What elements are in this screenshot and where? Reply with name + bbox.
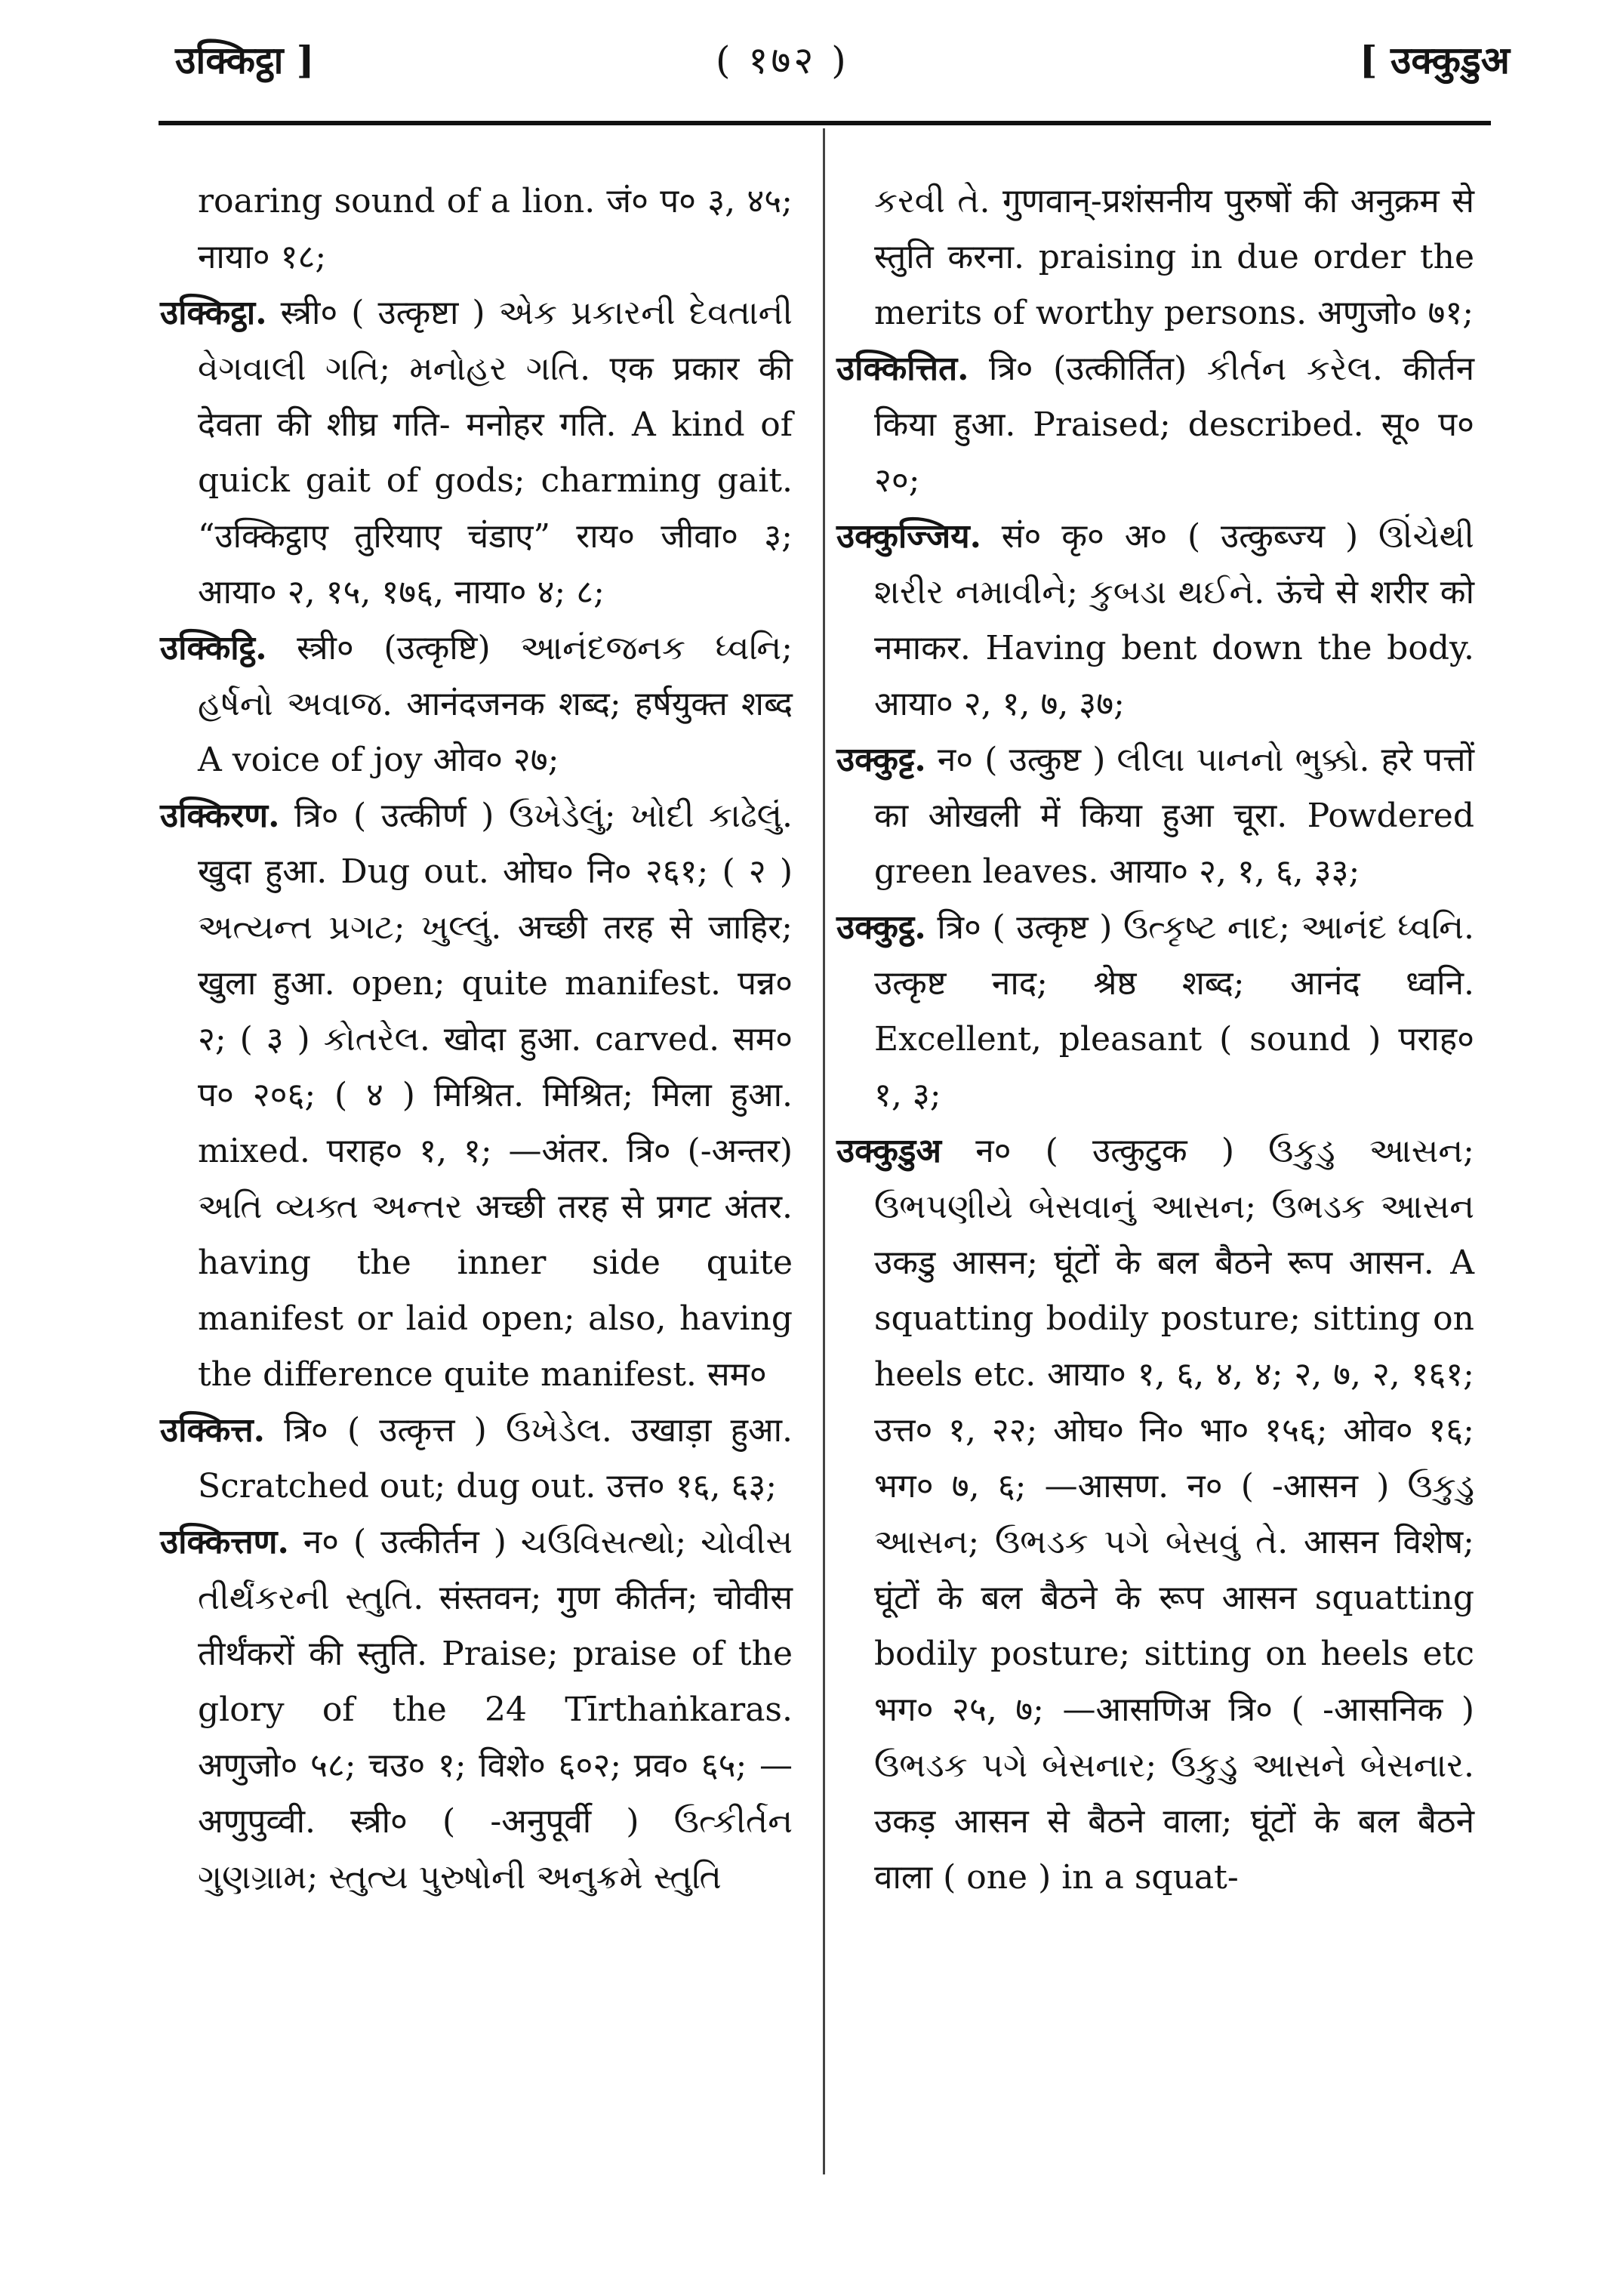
entry-definition: કરવી તે. गुणवान्-प्रशंसनीय पुरुषों की अनुक्रम से स्तुति करना. praising in due order the merits of worthy persons. अणुजो० ७१; [874,182,1474,332]
dictionary-entry [160,1403,793,1515]
entry-definition: न० ( उत्कुष्ट ) લીલા પાનનો ભુક્કો. हरे पत्तों का ओखली में किया हुआ चूरा. Powdered green leaves. आया० २, १, ६, ३३; [874,741,1474,891]
entry-continuation [836,174,1474,341]
entry-headword: उक्कुट्ठ. [836,908,926,947]
entry-definition: न० ( उत्कीर्तन ) ચઉવિસત્થો; ચોવીસ તીર્થંકરની સ્તુતિ. संस्तवन; गुण कीर्तन; चोवीस तीर्थंकरों की स्तुति. Praise; praise of the glory of the 24 Tīrthaṅkaras. अणुजो० ५८; चउ० १; विशे० ६०२; प्रव० ६५; —अणुपुव्वी. स्त्री० ( -अनुपूर्वी ) ઉત્કીર્તન ગુણગ્રામ; સ્તુત્ય પુરુષોની અનુક્રમે સ્તુતિ [198,1523,793,1897]
dictionary-entry [160,621,793,788]
entry-definition: त्रि० ( उत्कृत्त ) ઉખેડેલ. उखाड़ा हुआ. Scratched out; dug out. उत्त० १६, ६३; [198,1411,793,1505]
entry-definition: स्त्री० ( उत्कृष्टा ) એક પ્રકારની દેવતાની વેગવાલી ગતિ; મનોહર ગતિ. एक प्रकार की देवता की शीघ्र गति- मनोहर गति. A kind of quick gait of gods; charming gait. “उक्किट्ठाए तुरियाए चंडाए” राय० जीवा० ३; आया० २, १५, १७६, नाया० ४; ८; [198,294,793,612]
entry-definition: roaring sound of a lion. जं० प० ३, ४५; नाया० १८; [198,182,793,276]
column-divider [823,128,825,2174]
entry-headword: उक्कुट्ट. [836,741,926,779]
left-column [160,174,793,1906]
header-right-guideword: [ उक्कुडुअ [1359,38,1510,82]
dictionary-entry [836,732,1474,900]
entry-headword: उक्कित्त. [160,1411,266,1450]
entry-headword: उक्कित्तण. [160,1523,289,1561]
entry-headword: उक्किरण. [160,797,280,835]
entry-definition: त्रि० ( उत्कृष्ट ) ઉત્કૃષ્ટ નાદ; આનંદ ધ્વનિ. उत्कृष्ट नाद; श्रेष्ठ शब्द; आनंद ध्वनि. Excellent, pleasant ( sound ) पराह० १, ३; [874,908,1474,1114]
dictionary-entry [836,1123,1474,1906]
dictionary-entry [160,788,793,1403]
entry-headword: उक्कुज्जिय. [836,517,981,556]
entry-headword: उक्कुडुअ [836,1132,942,1170]
entry-definition: त्रि० (उत्कीर्तित) કીર્તન કરેલ. कीर्तन किया हुआ. Praised; described. सू० प० २०; [874,350,1474,500]
dictionary-entry [836,900,1474,1123]
entry-headword: उक्कित्तित. [836,350,969,388]
entry-headword: उक्किट्ठि. [160,629,267,667]
dictionary-entry [836,509,1474,732]
page-number: ( १७२ ) [716,39,849,82]
entry-definition: सं० कृ० अ० ( उत्कुब्ज्य ) ઊંચેથી શરીર નમાવીને; કુબડા થઈને. ऊंचे से शरीर को नमाकर. Having bent down the body. आया० २, १, ७, ३७; [874,517,1474,723]
entry-definition: स्त्री० (उत्कृष्टि) આનંદજનક ધ્વનિ; હર્ષનો અવાજ. आनंदजनक शब्द; हर्षयुक्त शब्द A voice of joy ओव० २७; [198,629,793,779]
dictionary-entry [836,341,1474,509]
entry-definition: त्रि० ( उत्कीर्ण ) ઉખેડેલું; ખોદી કાઢેલું. खुदा हुआ. Dug out. ओघ० नि० २६१; ( २ ) અત્યન્ત પ્રગટ; ખુલ્લું. अच्छी तरह से जाहिर; खुला हुआ. open; quite manifest. पन्न० २; ( ३ ) કોતરેલ. खोदा हुआ. carved. सम० प० २०६; ( ४ ) मिश्रित. मिश्रित; मिला हुआ. mixed. पराह० १, १; —अंतर. त्रि० (-अन्तर) અતિ વ્યક્ત અન્તર अच्छी तरह से प्रगट अंतर. having the inner side quite manifest or laid open; also, having the difference quite manifest. सम० [198,797,793,1394]
dictionary-entry [160,1515,793,1906]
right-column [836,174,1474,1906]
header-left-guideword: उक्किट्ठा ] [175,38,315,82]
entry-continuation [160,174,793,285]
entry-headword: उक्किट्ठा. [160,294,267,332]
dictionary-entry [160,285,793,621]
header-rule [159,121,1491,125]
entry-definition: न० ( उत्कुटुक ) ઉકુડુ આસન; ઉભપણીયે બેસવાનું આસન; ઉભડક આસન उकडु आसन; घूंटों के बल बैठने रूप आसन. A squatting bodily posture; sitting on heels etc. आया० १, ६, ४, ४; २, ७, २, १६१; उत्त० १, २२; ओघ० नि० भा० १५६; ओव० १६; भग० ७, ६; —आसण. न० ( -आसन ) ઉકુડુ આસન; ઉભડક પગે બેસવું તે. आसन विशेष; घूंटों के बल बैठने के रूप आसन squatting bodily posture; sitting on heels etc भग० २५, ७; —आसणिअ त्रि० ( -आसनिक ) ઉભડક પગે બેસનાર; ઉકુડુ આસને બેસનાર. उकड़ आसन से बैठने वाला; घूंटों के बल बैठने वाला ( one ) in a squat- [874,1132,1474,1897]
